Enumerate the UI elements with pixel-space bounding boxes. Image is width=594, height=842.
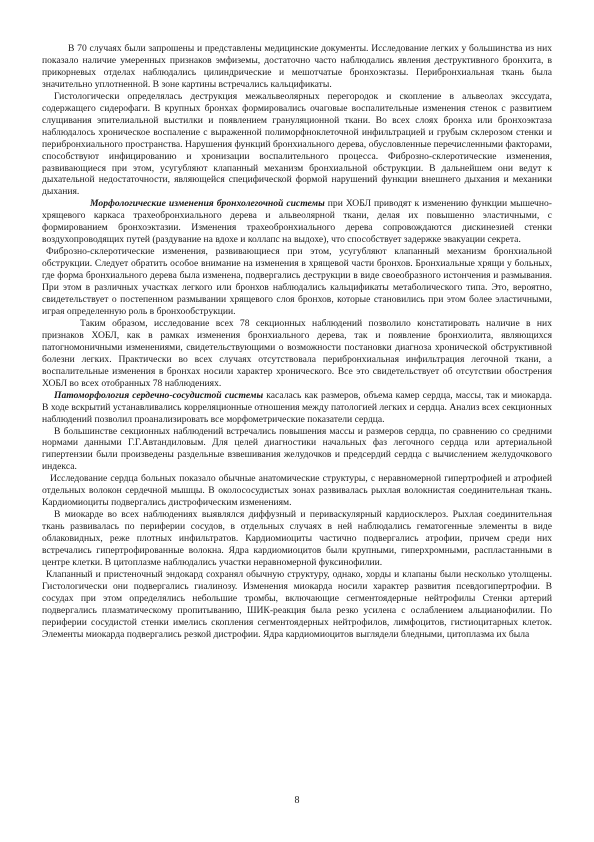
paragraph-6-text: касалась как размеров, объема камер сердца, массы, так и миокарда. В ходе вскрытий устанавливались корреляционные отношения между патологией легких и сердца. Анализ всех секционных наблюдений позволил проанализировать все морфометрические показатели сердца. [42, 389, 552, 425]
paragraph-9 [42, 509, 552, 569]
paragraph-3 [42, 198, 552, 246]
paragraph-5 [42, 318, 552, 390]
paragraph-2-text: Гистологически определялась деструкция межальвеолярных перегородок и скопление в альвеолах экссудата, содержащего сидерофаги. В крупных бронхах формировались очаговые воспалительные изменения стенок с развитием слущивания эпителиальной выстилки и появлением грануляционной ткани. Во всех слоях бронха или бронхоэктаза наблюдалось хроническое воспаление с выраженной полиморфноклеточной инфильтрацией и грубым склерозом стенки и перибронхиального пространства. Нарушения функций бронхиального дерева, обусловленные перечисленными факторами, способствуют инфицированию и хронизации воспалительного процесса. Фиброзно-склеротические изменения, развивающиеся при этом, усугубляют клапанный механизм бронхиальной обструкции. В дальнейшем они ведут к дыхательной недостаточности, являющейся специфической формой нарушений функции внешнего дыхания и механики дыхания. [42, 90, 552, 198]
paragraph-4-text: Фиброзно-склеротические изменения, развивающиеся при этом, усугубляют клапанный механизм бронхиальной обструкции. Следует обратить особое внимание на изменения в хрящевой части бронхов. Бронхиальные хрящи у больных, где форма бронхиального дерева была изменена, подвергались деструкции в виде своеобразного истончения и размывания. При этом в различных участках легкого или бронхов наблюдались кальцификаты метаболического типа. Это, вероятно, свидетельствует о постепенном размывании хрящевого слоя бронхов, которые становились при этом более эластичными, играя определенную роль в бронхообструкции. [42, 246, 552, 317]
body-text [42, 43, 552, 641]
paragraph-7-text: В большинстве секционных наблюдений встречались повышения массы и размеров сердца, по сравнению со средними нормами данными Г.Г.Автандиловым. Для целей диагностики начальных фаз легочного сердца или артериальной гипертензии были произведены раздельные взвешивания желудочков и предсердий сердца с вычислением желудочкового индекса. [42, 425, 552, 473]
paragraph-1 [42, 43, 552, 91]
paragraph-10-text: Клапанный и пристеночный эндокард сохранял обычную структуру, однако, хорды и клапаны были несколько утолщены. Гистологически они подвергались гиалинозу. Изменения миокарда носили характер развития псевдогипертрофии. В сосудах при этом определялись небольшие тромбы, включающие сегментоядерные нейтрофилы Стенки артерий подвергались плазматическому пропитыванию, ШИК-реакция была резко усилена с ослаблением альцианофилии. По периферии сосудистой стенки имелись скопления сегментоядерных нейтрофилов, лимфоцитов, гистиоцитарных клеток. Элементы миокарда подвергались резкой дистрофии. Ядра кардиомиоцитов выглядели бледными, цитоплазма их была [42, 568, 552, 640]
paragraph-1-text: В 70 случаях были запрошены и представлены медицинские документы. Исследование легких у большинства из них показало наличие умеренных признаков эмфиземы, достаточно часто наблюдались явления деструктивного бронхита, в прикорневых отделах наблюдались цилиндрические и мешотчатые бронхоэктазы. Перибронхиальная ткань была значительно уплотненной. В зоне картины встречались кальцификаты. [42, 43, 552, 90]
paragraph-6 [42, 390, 552, 426]
paragraph-8-text: Исследование сердца больных показало обычные анатомические структуры, с неравномерной гипертрофией и атрофией отдельных волокон сердечной мышцы. В околососудистых зонах развивалась рыхлая волокнистая соединительная ткань. Кардиомиоциты подвергались дистрофическим изменениям. [42, 473, 552, 509]
section-heading-cardiovascular: Патоморфология сердечно-сосудистой системы [54, 389, 264, 401]
paragraph-8 [42, 473, 552, 509]
page-number: 8 [294, 795, 300, 806]
section-heading-bronchopulmonary: Морфологические изменения бронхолегочной системы [90, 198, 325, 210]
paragraph-2 [42, 91, 552, 199]
paragraph-4 [42, 246, 552, 318]
paragraph-9-text: В миокарде во всех наблюдениях выявлялся диффузный и периваскулярный кардиосклероз. Рыхлая соединительная ткань развивалась по периферии сосудов, в отдельных случаях в ней наблюдались гематогенные элементы в виде облаковидных, реже плотных инфильтратов. Кардиомиоциты частично подвергались атрофии, причем среди них встречались гипертрофированные волокна. Ядра кардиомиоцитов были крупными, гиперхромными, распластанными в центре клетки. В цитоплазме наблюдались участки неравномерной фуксинофилии. [42, 509, 552, 568]
paragraph-10 [42, 569, 552, 641]
paragraph-7 [42, 426, 552, 474]
paragraph-3-text: при ХОБЛ приводят к изменению функции мышечно-хрящевого каркаса трахеобронхиального дерева и альвеолярной ткани, делая их повышенно эластичными, с формированием бронхоэктазии. Изменения трахеобронхиального дерева сопровождаются дискинезией стенки воздухопроводящих путей (раздувание на вдохе и коллапс на выдохе), что способствует задержке эвакуации секрета. [42, 198, 552, 246]
paragraph-5-text: Таким образом, исследование всех 78 секционных наблюдений позволило констатировать наличие в них признаков ХОБЛ, как в рамках изменения бронхиального дерева, так и появление бронхиолита, являющихся патогномоничными изменениями, свидетельствующими о возможности постановки диагноза хронической обструктивной болезни легких. Практически во всех случаях отсутствовала перибронхиальная инфильтрация легочной ткани, а воспалительные изменения в бронхах носили характер хронического. Все это свидетельствует об отсутствии обострения ХОБЛ во всех отобранных 78 наблюдениях. [42, 317, 552, 389]
